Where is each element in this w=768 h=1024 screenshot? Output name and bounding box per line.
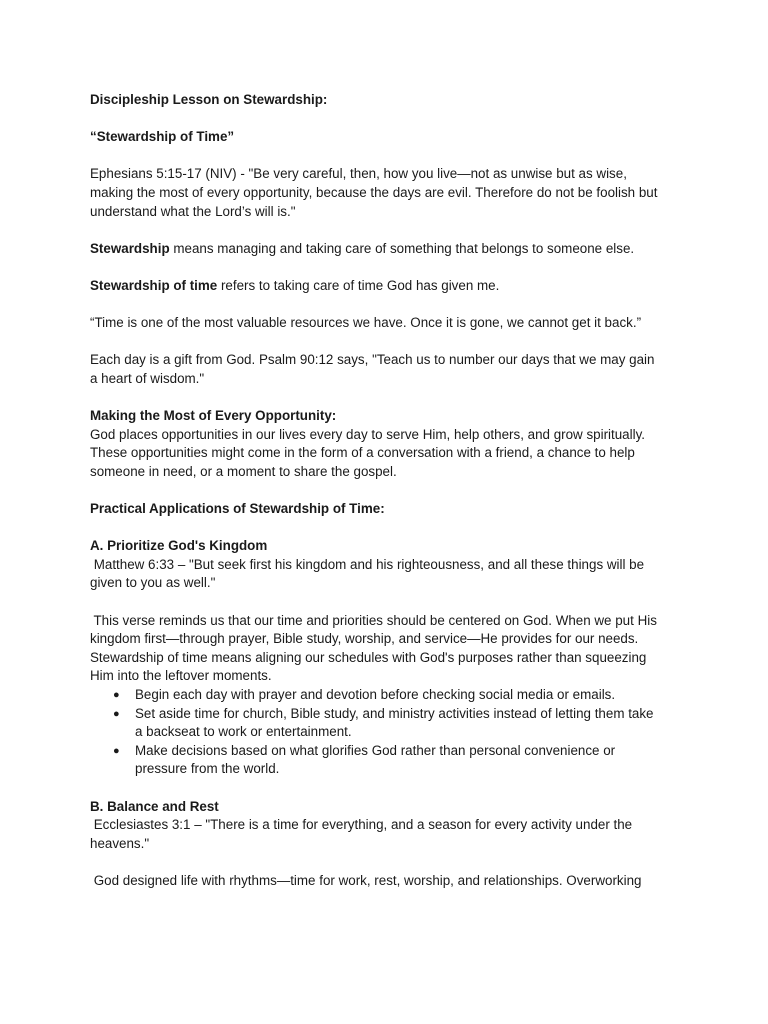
list-item (90, 742, 690, 779)
time-quote: “Time is one of the most valuable resources we have. Once it is gone, we cannot get it back.” (90, 315, 642, 331)
verse-line: heavens." (90, 835, 150, 851)
paragraph-line: God places opportunities in our lives every day to serve Him, help others, and grow spiritually. (90, 426, 645, 442)
section-a-bullet-list (90, 686, 690, 779)
bullet-icon: ● (113, 689, 120, 701)
section-a-verse (90, 556, 690, 593)
bullet-line: Make decisions based on what glorifies God rather than personal convenience or (135, 742, 616, 758)
paragraph-line: Each day is a gift from God. Psalm 90:12 says, "Teach us to number our days that we may gain (90, 352, 655, 368)
ephesians-paragraph (90, 165, 690, 221)
stewardship-of-time-definition (90, 277, 690, 296)
paragraph-line: Stewardship of time means aligning our schedules with God's purposes rather than squeezing (90, 649, 647, 665)
stewardship-definition (90, 240, 690, 259)
document-page (90, 91, 690, 891)
paragraph-line: Ephesians 5:15-17 (NIV) - "Be very careful, then, how you live—not as unwise but as wise, (90, 166, 627, 182)
psalm-paragraph (90, 351, 690, 388)
paragraph-line: These opportunities might come in the form of a conversation with a friend, a chance to help (90, 445, 635, 461)
bullet-line: Set aside time for church, Bible study, and ministry activities instead of letting them take (135, 705, 654, 721)
verse-line: Ecclesiastes 3:1 – "There is a time for everything, and a season for every activity under the (90, 817, 633, 833)
paragraph-line: a heart of wisdom." (90, 370, 205, 386)
definition-text: refers to taking care of time God has given me. (217, 277, 500, 293)
section-a-body (90, 612, 690, 686)
bullet-icon: ● (113, 707, 120, 720)
list-item (90, 686, 690, 705)
verse-line: given to you as well." (90, 575, 216, 591)
lesson-subtitle: “Stewardship of Time” (90, 129, 235, 145)
paragraph-line: God designed life with rhythms—time for work, rest, worship, and relationships. Overworking (90, 872, 642, 888)
paragraph-line: kingdom first—through prayer, Bible study, worship, and service—He provides for our needs. (90, 631, 639, 647)
section-a-heading: A. Prioritize God's Kingdom (90, 538, 268, 554)
section-b-body (90, 872, 690, 891)
bullet-line: Begin each day with prayer and devotion before checking social media or emails. (135, 687, 616, 702)
bullet-icon: ● (113, 744, 120, 757)
opportunity-paragraph (90, 426, 690, 482)
practical-applications-heading: Practical Applications of Stewardship of Time: (90, 501, 385, 517)
definition-text: means managing and taking care of something that belongs to someone else. (169, 240, 635, 256)
opportunity-heading: Making the Most of Every Opportunity: (90, 408, 337, 424)
bullet-line: a backseat to work or entertainment. (135, 724, 352, 740)
lesson-title: Discipleship Lesson on Stewardship: (90, 92, 328, 107)
section-b-verse (90, 816, 690, 853)
paragraph-line: Him into the leftover moments. (90, 668, 272, 684)
paragraph-line: This verse reminds us that our time and priorities should be centered on God. When we put His (90, 612, 657, 628)
definition-term: Stewardship of time (90, 277, 218, 293)
definition-term: Stewardship (90, 240, 170, 256)
paragraph-line: someone in need, or a moment to share the gospel. (90, 463, 397, 479)
paragraph-line: making the most of every opportunity, because the days are evil. Therefore do not be foolish but (90, 184, 658, 200)
paragraph-line: understand what the Lord’s will is." (90, 203, 296, 219)
bullet-line: pressure from the world. (135, 761, 280, 777)
section-b-heading: B. Balance and Rest (90, 798, 219, 814)
list-item (90, 705, 690, 742)
verse-line: Matthew 6:33 – "But seek first his kingdom and his righteousness, and all these things will be (90, 556, 645, 572)
